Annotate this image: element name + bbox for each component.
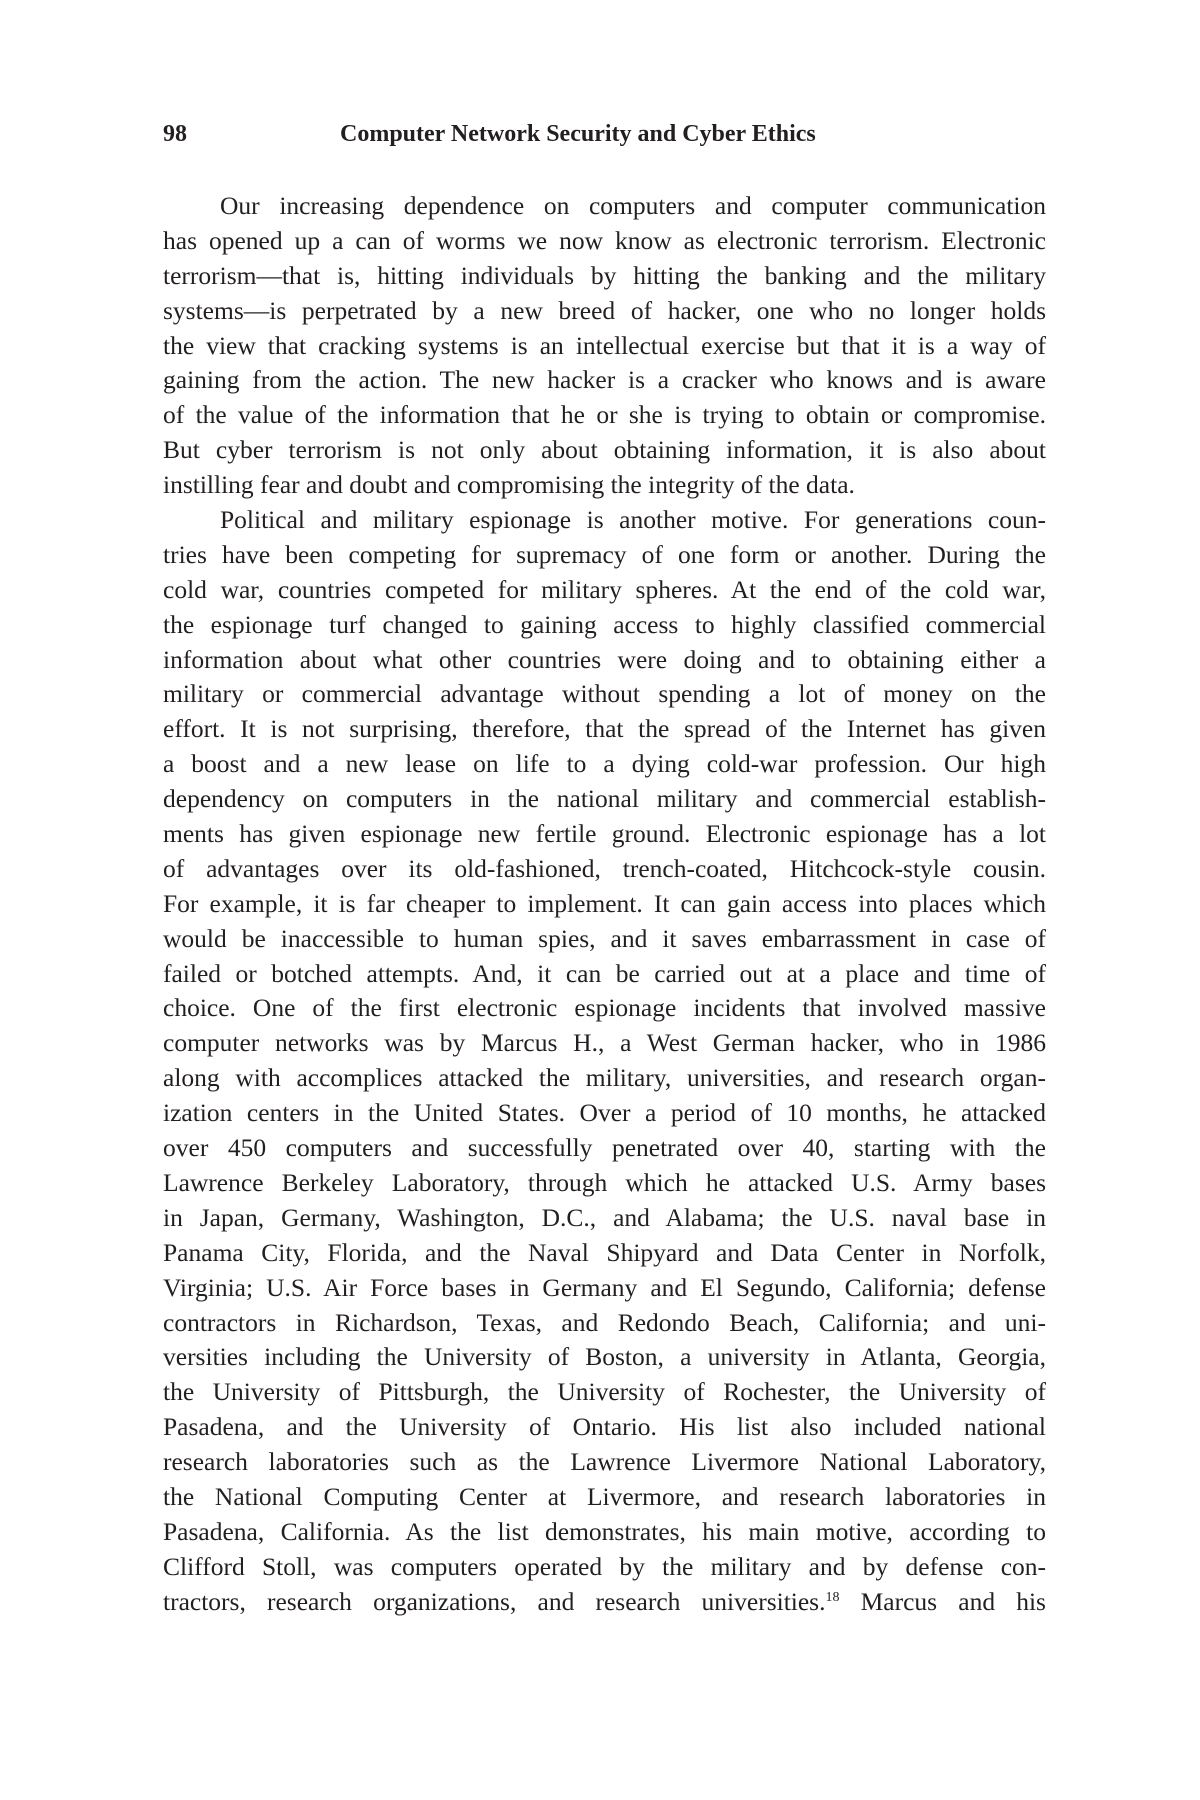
text-line: But cyber terrorism is not only about obtaining information, it is also about	[163, 435, 1046, 465]
text-line: computer networks was by Marcus H., a West German hacker, who in 1986	[163, 1028, 1046, 1058]
text-fragment: Marcus and his	[839, 1586, 1046, 1616]
footnote-marker[interactable]: 18	[825, 1589, 840, 1605]
text-line: effort. It is not surprising, therefore, that the spread of the Internet has given	[163, 714, 1046, 744]
text-line: of the value of the information that he or she is trying to obtain or compromise.	[163, 400, 1046, 430]
text-line: Political and military espionage is another motive. For generations coun-	[220, 505, 1046, 535]
body-text	[163, 189, 1046, 1620]
text-line: in Japan, Germany, Washington, D.C., and Alabama; the U.S. naval base in	[163, 1202, 1046, 1232]
text-line: the University of Pittsburgh, the University of Rochester, the University of	[163, 1377, 1046, 1407]
text-line: tries have been competing for supremacy of one form or another. During the	[163, 539, 1046, 569]
text-line: choice. One of the first electronic espionage incidents that involved massive	[163, 993, 1046, 1023]
text-line: ization centers in the United States. Over a period of 10 months, he attacked	[163, 1098, 1046, 1128]
text-line: Panama City, Florida, and the Naval Shipyard and Data Center in Norfolk,	[163, 1237, 1046, 1267]
text-line: the espionage turf changed to gaining access to highly classified commercial	[163, 609, 1046, 639]
paragraph-electronic-terrorism	[163, 189, 1046, 503]
text-line: has opened up a can of worms we now know as electronic terrorism. Electronic	[163, 225, 1046, 255]
text-line: cold war, countries competed for military spheres. At the end of the cold war,	[163, 574, 1046, 604]
running-title: Computer Network Security and Cyber Ethics	[340, 121, 816, 147]
text-line: military or commercial advantage without spending a lot of money on the	[163, 679, 1046, 709]
text-line: Pasadena, California. As the list demonstrates, his main motive, according to	[163, 1516, 1046, 1546]
text-line: terrorism—that is, hitting individuals by hitting the banking and the military	[163, 260, 1046, 290]
text-line: research laboratories such as the Lawrence Livermore National Laboratory,	[163, 1447, 1046, 1477]
text-line: over 450 computers and successfully penetrated over 40, starting with the	[163, 1133, 1046, 1163]
text-line: failed or botched attempts. And, it can be carried out at a place and time of	[163, 958, 1046, 988]
page-number: 98	[163, 121, 187, 147]
text-line: contractors in Richardson, Texas, and Redondo Beach, California; and uni-	[163, 1307, 1046, 1337]
text-line: versities including the University of Boston, a university in Atlanta, Georgia,	[163, 1342, 1046, 1372]
text-line: gaining from the action. The new hacker is a cracker who knows and is aware	[163, 365, 1046, 395]
text-line: For example, it is far cheaper to implement. It can gain access into places which	[163, 888, 1046, 918]
text-line: Clifford Stoll, was computers operated by the military and by defense con-	[163, 1551, 1046, 1581]
text-line: dependency on computers in the national military and commercial establish-	[163, 784, 1046, 814]
running-head	[163, 118, 1046, 150]
text-line: a boost and a new lease on life to a dying cold-war profession. Our high	[163, 749, 1046, 779]
text-line: information about what other countries were doing and to obtaining either a	[163, 644, 1046, 674]
text-line-with-footnote	[163, 1585, 1046, 1620]
text-line: the National Computing Center at Livermore, and research laboratories in	[163, 1481, 1046, 1511]
paragraph-espionage	[163, 503, 1046, 1620]
text-line: of advantages over its old-fashioned, trench-coated, Hitchcock-style cousin.	[163, 853, 1046, 883]
text-line: the view that cracking systems is an intellectual exercise but that it is a way of	[163, 330, 1046, 360]
text-line: instilling fear and doubt and compromising the integrity of the data.	[163, 470, 855, 500]
text-line: Virginia; U.S. Air Force bases in Germany and El Segundo, California; defense	[163, 1272, 1046, 1302]
text-fragment: tractors, research organizations, and research universities.	[163, 1586, 826, 1616]
text-line: Our increasing dependence on computers and computer communication	[220, 191, 1046, 220]
text-line: along with accomplices attacked the military, universities, and research organ-	[163, 1063, 1046, 1093]
text-line: Lawrence Berkeley Laboratory, through which he attacked U.S. Army bases	[163, 1167, 1046, 1197]
text-line: ments has given espionage new fertile ground. Electronic espionage has a lot	[163, 819, 1046, 849]
text-line: systems—is perpetrated by a new breed of hacker, one who no longer holds	[163, 295, 1046, 325]
text-line: would be inaccessible to human spies, and it saves embarrassment in case of	[163, 923, 1046, 953]
text-line: Pasadena, and the University of Ontario. His list also included national	[163, 1412, 1046, 1442]
